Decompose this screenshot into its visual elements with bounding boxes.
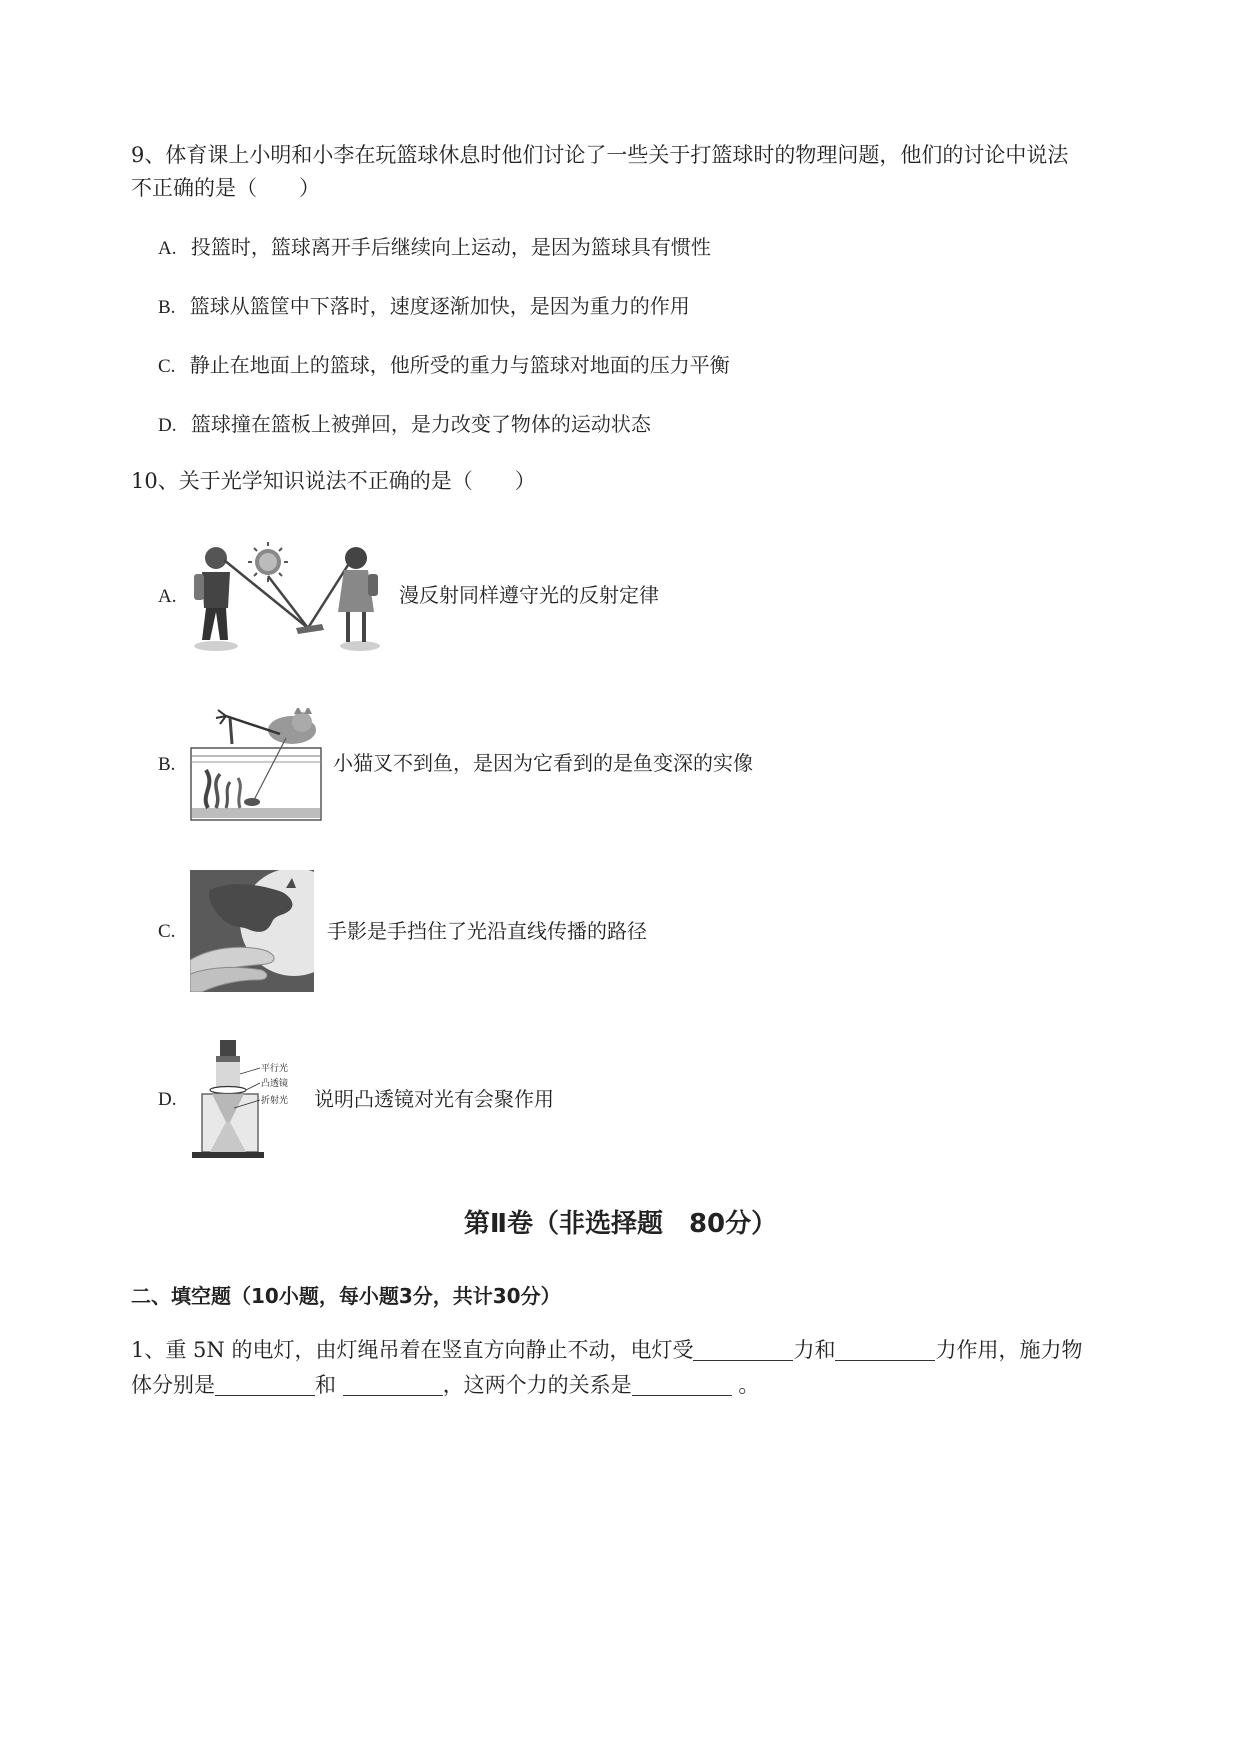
option-letter: D. bbox=[158, 415, 177, 436]
fill-q1-seg6: ，这两个力的关系是 bbox=[442, 1373, 632, 1397]
fill-q1-seg5: 和 bbox=[315, 1373, 343, 1397]
diffuse-reflection-figure bbox=[188, 540, 388, 656]
option-text: 篮球撞在篮板上被弹回，是力改变了物体的运动状态 bbox=[190, 412, 651, 436]
q9-stem-line1: 9、体育课上小明和小李在玩篮球休息时他们讨论了一些关于打篮球时的物理问题，他们的讨论中说法 bbox=[131, 143, 1069, 167]
answer-blank-1[interactable] bbox=[693, 1338, 793, 1361]
option-text: 篮球从篮筐中下落时，速度逐渐加快，是因为重力的作用 bbox=[189, 294, 690, 318]
q10-option-d-letter: D. bbox=[158, 1089, 177, 1110]
part2-title: 第Ⅱ卷（非选择题 80分） bbox=[463, 1209, 778, 1239]
option-letter: B. bbox=[158, 297, 176, 318]
fill-q1-line2 bbox=[131, 1366, 759, 1404]
answer-blank-2[interactable] bbox=[835, 1338, 935, 1361]
option-text: 投篮时，篮球离开手后继续向上运动，是因为篮球具有惯性 bbox=[190, 235, 711, 259]
q10-option-c-text: 手影是手挡住了光沿直线传播的路径 bbox=[327, 919, 647, 943]
lens-label-parallel: 平行光 bbox=[261, 1064, 289, 1074]
q10-option-c-letter: C. bbox=[158, 921, 176, 942]
lens-label-convex: 凸透镜 bbox=[261, 1079, 289, 1089]
fill-q1-seg1: 1、重 5N 的电灯，由灯绳吊着在竖直方向静止不动，电灯受 bbox=[131, 1338, 694, 1362]
q10-option-b-letter: B. bbox=[158, 754, 176, 775]
q9-stem-line2: 不正确的是（ ） bbox=[131, 176, 320, 200]
cat-fishing-figure bbox=[190, 708, 322, 822]
option-letter: C. bbox=[158, 356, 176, 377]
option-text: 静止在地面上的篮球，他所受的重力与篮球对地面的压力平衡 bbox=[189, 353, 730, 377]
q10-option-d-text: 说明凸透镜对光有会聚作用 bbox=[314, 1087, 554, 1111]
answer-blank-4[interactable] bbox=[343, 1373, 443, 1396]
option-letter: A. bbox=[158, 238, 177, 259]
fill-q1-seg2: 力和 bbox=[793, 1338, 836, 1362]
fill-q1-seg3: 力作用，施力物 bbox=[935, 1338, 1083, 1362]
convex-lens-figure bbox=[190, 1038, 296, 1160]
fill-section-heading: 二、填空题（10小题，每小题3分，共计30分） bbox=[131, 1284, 561, 1308]
q10-option-b-text: 小猫叉不到鱼，是因为它看到的是鱼变深的实像 bbox=[333, 751, 753, 775]
answer-blank-5[interactable] bbox=[632, 1373, 732, 1396]
fill-q1-seg4: 体分别是 bbox=[131, 1373, 215, 1397]
answer-blank-3[interactable] bbox=[215, 1373, 315, 1396]
q9-option-c bbox=[158, 350, 730, 382]
lens-label-refracted: 折射光 bbox=[261, 1096, 289, 1106]
q10-stem: 10、关于光学知识说法不正确的是（ ） bbox=[131, 469, 536, 493]
q9-option-a bbox=[158, 232, 711, 264]
q9-option-d bbox=[158, 409, 651, 441]
q9-option-b bbox=[158, 291, 690, 323]
q10-option-a-text: 漫反射同样遵守光的反射定律 bbox=[399, 583, 659, 607]
hand-shadow-figure bbox=[190, 870, 314, 992]
fill-q1-seg7: 。 bbox=[731, 1373, 760, 1397]
fill-q1-line1 bbox=[131, 1331, 1082, 1369]
q10-option-a-letter: A. bbox=[158, 586, 177, 607]
